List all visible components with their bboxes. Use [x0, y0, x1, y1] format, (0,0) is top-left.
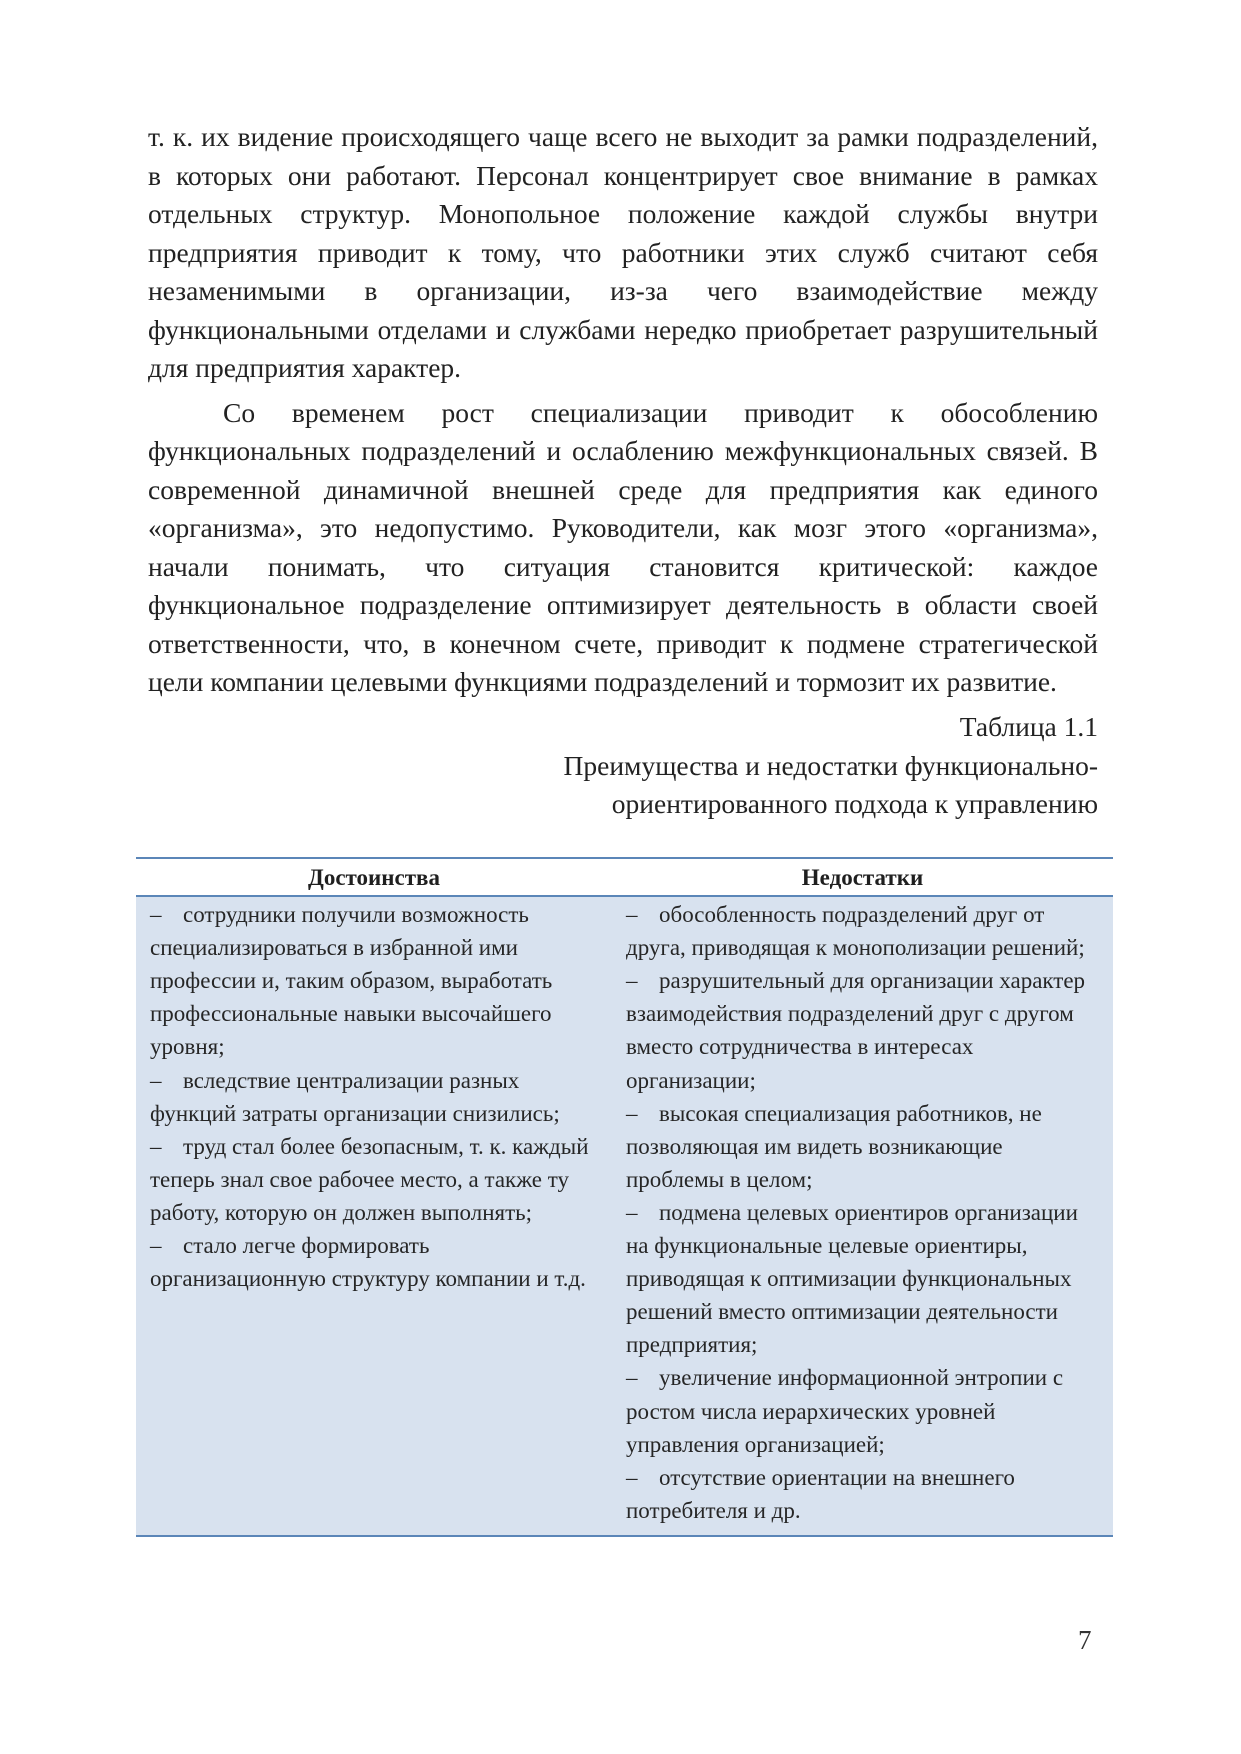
bullet-dash: – [626, 1100, 638, 1126]
paragraph-1: т. к. их видение происходящего чаще всего не выходит за рамки подразделений, в которых они работают. Персонал концентрирует свое внимание в рамках отдельных структур. Монопольное положение каждой службы внутри предприятия приводит к тому, что работники этих служб считают себя незаменимыми в организации, из-за чего взаимодействие между функциональными отделами и службами нередко приобретает разрушительный для предприятия характер. [148, 121, 1098, 383]
advantage-item [150, 1130, 604, 1229]
bullet-dash: – [626, 1464, 638, 1490]
advantage-text: труд стал более безопасным, т. к. каждый теперь знал свое рабочее место, а также ту работу, которую он должен выполнять; [150, 1133, 589, 1225]
disadvantage-text: высокая специализация работников, не позволяющая им видеть возникающие проблемы в целом; [626, 1100, 1042, 1192]
advantages-cell [136, 896, 612, 1536]
header-disadvantages: Недостатки [612, 858, 1113, 896]
table-caption [148, 708, 1098, 823]
bullet-dash: – [626, 902, 638, 928]
advantages-disadvantages-table [136, 857, 1113, 1537]
advantage-item [150, 1064, 604, 1130]
table-title-line-1: Преимущества и недостатки функционально- [563, 749, 1098, 781]
bullet-dash: – [150, 1233, 162, 1259]
body-text [148, 118, 1098, 702]
disadvantage-item [626, 898, 1105, 964]
advantage-text: сотрудники получили возможность специализироваться в избранной ими профессии и, таким образом, выработать профессиональные навыки высочайшего уровня; [150, 902, 553, 1060]
advantage-text: стало легче формировать организационную структуру компании и т.д. [150, 1233, 586, 1292]
bullet-dash: – [626, 968, 638, 994]
header-advantages: Достоинства [136, 858, 612, 896]
table-title-line-2: ориентированного подхода к управлению [611, 787, 1098, 819]
paragraph-2: Со временем рост специализации приводит к обособлению функциональных подразделений и ослаблению межфункциональных связей. В современной динамичной внешней среде для предприятия как единого «организма», это недопустимо. Руководители, как мозг этого «организма», начали понимать, что ситуация становится критической: каждое функциональное подразделение оптимизирует деятельность в области своей ответственности, что, в конечном счете, приводит к подмене стратегической цели компании целевыми функциями подразделений и тормозит их развитие. [148, 396, 1098, 697]
disadvantage-item [626, 1196, 1105, 1361]
disadvantage-text: увеличение информационной энтропии с ростом числа иерархических уровней управления организацией; [626, 1365, 1064, 1457]
disadvantage-item [626, 1461, 1105, 1527]
disadvantage-item [626, 1097, 1105, 1196]
advantage-item [150, 898, 604, 1063]
bullet-dash: – [626, 1199, 638, 1225]
disadvantage-text: отсутствие ориентации на внешнего потребителя и др. [626, 1464, 1015, 1523]
disadvantages-cell [612, 896, 1113, 1536]
disadvantage-item [626, 964, 1105, 1096]
bullet-dash: – [150, 902, 162, 928]
bullet-dash: – [150, 1067, 162, 1093]
advantage-text: вследствие централизации разных функций затраты организации снизились; [150, 1067, 560, 1126]
disadvantage-text: обособленность подразделений друг от друга, приводящая к монополизации решений; [626, 902, 1085, 961]
table-number: Таблица 1.1 [959, 710, 1098, 742]
disadvantage-text: разрушительный для организации характер взаимодействия подразделений друг с другом вместо сотрудничества в интересах организации; [626, 968, 1086, 1093]
disadvantage-text: подмена целевых ориентиров организации на функциональные целевые ориентиры, приводящая к оптимизации функциональных решений вместо оптимизации деятельности предприятия; [626, 1199, 1078, 1358]
advantage-item [150, 1229, 604, 1295]
disadvantage-item [626, 1361, 1105, 1460]
bullet-dash: – [626, 1365, 638, 1391]
page-number: 7 [1078, 1625, 1092, 1655]
table-row [136, 896, 1113, 1536]
table-header-row [136, 858, 1113, 896]
page-content [148, 118, 1098, 823]
bullet-dash: – [150, 1133, 162, 1159]
